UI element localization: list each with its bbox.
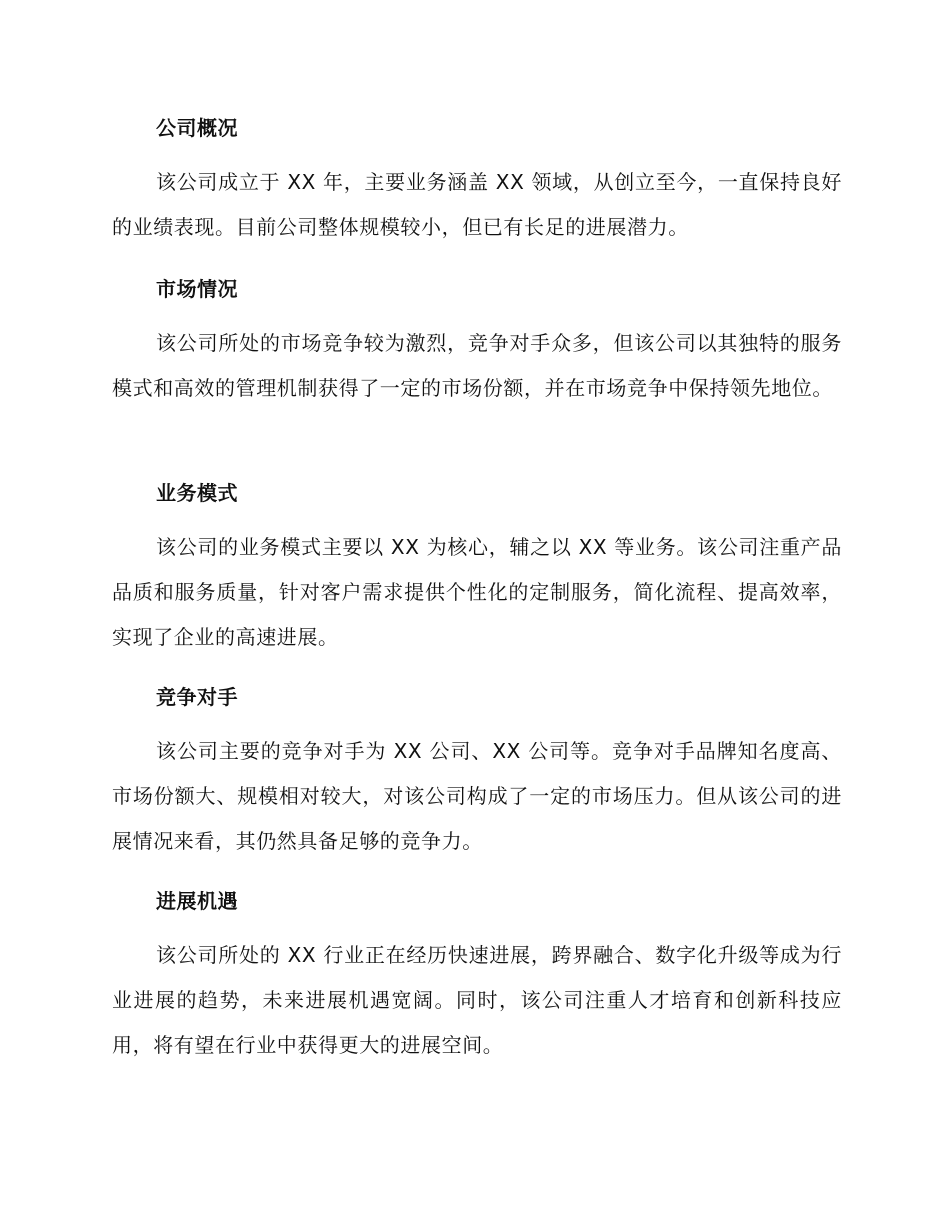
section-paragraph: 该公司所处的市场竞争较为激烈，竞争对手众多，但该公司以其独特的服务模式和高效的管理机制获得了一定的市场份额，并在市场竞争中保持领先地位。 (112, 331, 842, 400)
section-company-overview (112, 114, 842, 250)
section-heading: 业务模式 (156, 481, 238, 505)
section-paragraph: 该公司主要的竞争对手为 XX 公司、XX 公司等。竞争对手品牌知名度高、市场份额大、规模相对较大，对该公司构成了一定的市场压力。但从该公司的进展情况来看，其仍然具备足够的竞争力。 (112, 739, 842, 853)
section-opportunities (112, 887, 842, 1068)
section-paragraph: 该公司成立于 XX 年，主要业务涵盖 XX 领域，从创立至今，一直保持良好的业绩表现。目前公司整体规模较小，但已有长足的进展潜力。 (112, 170, 842, 239)
section-heading: 竞争对手 (156, 685, 238, 709)
section-business-model (112, 479, 842, 660)
section-competitors (112, 683, 842, 864)
section-paragraph: 该公司所处的 XX 行业正在经历快速进展，跨界融合、数字化升级等成为行业进展的趋势，未来进展机遇宽阔。同时，该公司注重人才培育和创新科技应用，将有望在行业中获得更大的进展空间。 (112, 943, 842, 1057)
section-heading: 市场情况 (156, 277, 238, 301)
section-heading: 公司概况 (156, 116, 238, 140)
section-paragraph: 该公司的业务模式主要以 XX 为核心，辅之以 XX 等业务。该公司注重产品品质和服务质量，针对客户需求提供个性化的定制服务，简化流程、提高效率，实现了企业的高速进展。 (112, 535, 842, 649)
section-heading: 进展机遇 (156, 889, 238, 913)
section-market (112, 275, 842, 411)
